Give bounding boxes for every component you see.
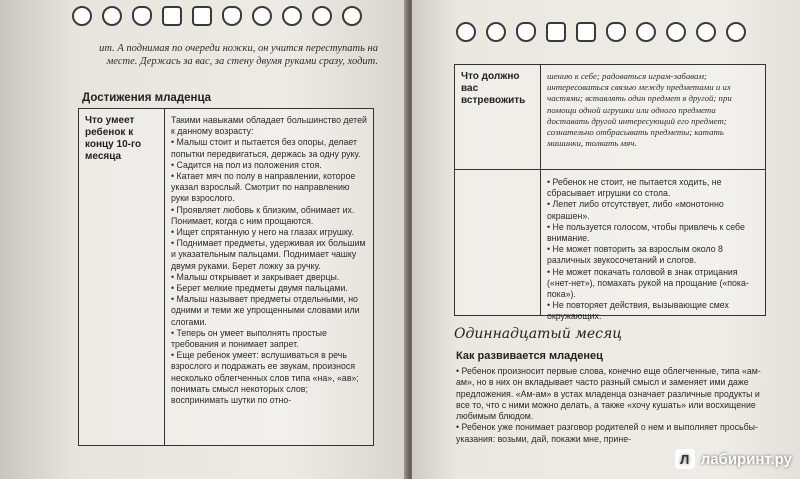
heart-outline-icon xyxy=(222,6,242,26)
bottle-icon xyxy=(576,22,596,42)
heart-icon xyxy=(516,22,536,42)
subsection-title: Как развивается младенец xyxy=(456,350,603,362)
watermark-text: лабиринт.ру xyxy=(700,450,792,468)
teddy-bear-icon xyxy=(282,6,302,26)
warning-label-cell xyxy=(455,65,541,315)
flower-icon xyxy=(102,6,122,26)
labirint-logo: Л xyxy=(675,449,695,469)
pacifier-icon xyxy=(252,6,272,26)
warning-row1-text: шению к себе; радоваться играм-забавам; интересоваться связью между предметами и их частями; вставлять один предмет в другой; при помощи одной игрушки или одного предмета доставать другой интересующий его предмет; сознательно отбрасывать предметы; катать машинки, толкать мяч. xyxy=(547,71,732,149)
bottle-icon xyxy=(192,6,212,26)
warning-table xyxy=(454,64,766,322)
flower-icon xyxy=(486,22,506,42)
right-page xyxy=(412,0,800,479)
heart-icon xyxy=(132,6,152,26)
warning-label: Что должно вас встревожить xyxy=(461,71,526,106)
intro-text: ит. А поднимая по очереди ножки, он учится переступать на месте. Держась за вас, за стену двумя руками сразу, ходит. xyxy=(99,43,378,67)
warning-row2-text: • Ребенок не стоит, не пытается ходить, не сбрасывает игрушки со стола. • Лепет либо отсутствует, либо «монотонно окрашен». • Не пользуется голосом, чтобы привлечь к себе внимание. • Не может повторить за взрослым около 8 различных звукосочетаний и слогов. • Не может покачать головой в знак отрицания («нет-нет»), помахать рукой на прощание («пока-пока»). • Не повторяет действия, вызывающие смех окружающих. xyxy=(547,177,749,322)
pacifier-icon xyxy=(636,22,656,42)
decorative-icon-row xyxy=(72,6,362,26)
balloon-icon xyxy=(456,22,476,42)
heart-outline-icon xyxy=(606,22,626,42)
teddy-bear-icon xyxy=(666,22,686,42)
rattle-icon xyxy=(312,6,332,26)
warning-row2-cell xyxy=(541,171,765,322)
flower-icon xyxy=(342,6,362,26)
chapter-title: Одиннадцатый месяц xyxy=(454,326,623,342)
table-divider xyxy=(455,169,765,170)
table-content-cell xyxy=(165,109,373,445)
warning-row1-cell xyxy=(541,65,765,165)
bib-icon xyxy=(546,22,566,42)
balloon-icon xyxy=(72,6,92,26)
watermark xyxy=(675,449,792,469)
table-label: Что умеет ребенок к концу 10-го месяца xyxy=(85,115,142,162)
flower-icon xyxy=(726,22,746,42)
table-content: Такими навыками обладает большинство детей к данному возрасту: • Малыш стоит и пытается без опоры, делает попытки передвигаться, держась за одну руку. • Садится на пол из положения стоя. • Катает мяч по полу в направлении, которое указал взрослый. Смотрит по направлению руки взрослого. • Проявляет любовь к близким, обнимает их. Понимает, когда с ним прощаются. • Ищет спрятанную у него на глазах игрушку. • Поднимает предметы, удерживая их большим и указательным пальцами. Поднимает чашку двумя руками. Берет ложку за ручку. • Малыш открывает и закрывает дверцы. • Берет мелкие предметы двумя пальцами. • Малыш называет предметы отдельными, но одними и теми же упрощенными словами или слогами. • Теперь он умеет выполнять простые требования и понимает запрет. • Еще ребенок умеет: вслушиваться в речь взрослого и подражать ее звукам, произнося несколько облегченных слов типа «на», «ав»; понимать смысл некоторых слов; воспринимать шутки по отно- xyxy=(171,115,367,406)
table-label-cell xyxy=(79,109,165,445)
bib-icon xyxy=(162,6,182,26)
rattle-icon xyxy=(696,22,716,42)
achievements-table xyxy=(78,108,374,446)
development-paragraph: • Ребенок произносит первые слова, конечно еще облегченные, типа «ам-ам», но в них он вкладывает часто разный смысл и заменяет ими даже предложения. «Ам-ам» в устах младенца означает различные продукты и все то, что с ними можно делать, а также «хочу кушать» или восхищение любимым блюдом. • Ребенок уже понимает разговор родителей о нем и выполняет просьбы-указания: возьми, дай, покажи мне, прине- xyxy=(456,366,761,444)
section-title: Достижения младенца xyxy=(82,92,212,104)
decorative-icon-row-right xyxy=(456,22,746,42)
